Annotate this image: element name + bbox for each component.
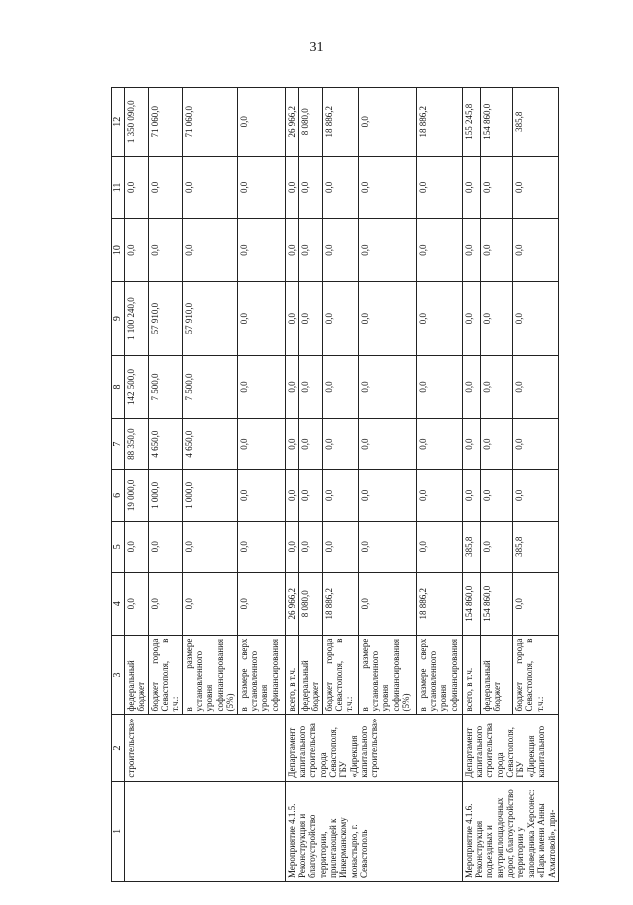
column-number-cell: 7 xyxy=(112,418,125,469)
amount-cell: 0,0 xyxy=(125,572,149,635)
column-number-cell: 3 xyxy=(112,635,125,715)
amount-cell: 0,0 xyxy=(480,521,512,572)
amount-cell: 0,0 xyxy=(237,356,285,419)
amount-cell: 0,0 xyxy=(512,219,558,282)
amount-cell: 71 060,0 xyxy=(182,88,237,157)
amount-cell: 0,0 xyxy=(125,219,149,282)
column-number-cell: 5 xyxy=(112,521,125,572)
amount-cell: 0,0 xyxy=(462,356,480,419)
amount-cell: 0,0 xyxy=(322,470,358,521)
funding-source-cell: федеральный бюджет xyxy=(125,635,149,715)
amount-cell: 0,0 xyxy=(148,219,182,282)
amount-cell: 0,0 xyxy=(416,470,462,521)
amount-cell: 0,0 xyxy=(480,282,512,356)
amount-cell: 154 860,0 xyxy=(480,88,512,157)
amount-cell: 0,0 xyxy=(358,156,416,219)
funding-source-cell: в размере сверх установленного уровня софинансирования xyxy=(416,635,462,715)
amount-cell: 0,0 xyxy=(358,572,416,635)
column-number-cell: 10 xyxy=(112,219,125,282)
amount-cell: 0,0 xyxy=(358,356,416,419)
amount-cell: 0,0 xyxy=(480,356,512,419)
table-rotator xyxy=(111,87,557,882)
column-number-cell: 4 xyxy=(112,572,125,635)
amount-cell: 8 080,0 xyxy=(299,572,323,635)
amount-cell: 0,0 xyxy=(462,470,480,521)
amount-cell: 0,0 xyxy=(512,156,558,219)
amount-cell: 142 500,0 xyxy=(125,356,149,419)
rotated-table-area xyxy=(111,87,557,882)
amount-cell: 0,0 xyxy=(299,356,323,419)
amount-cell: 154 860,0 xyxy=(480,572,512,635)
amount-cell: 1 350 090,0 xyxy=(125,88,149,157)
amount-cell: 0,0 xyxy=(299,418,323,469)
funding-source-cell: бюджет города Севастополя, в т.ч.: xyxy=(512,635,558,715)
amount-cell: 4 650,0 xyxy=(182,418,237,469)
amount-cell: 0,0 xyxy=(512,418,558,469)
amount-cell: 0,0 xyxy=(182,156,237,219)
amount-cell: 0,0 xyxy=(237,572,285,635)
budget-table xyxy=(111,87,559,882)
funding-source-cell: всего, в т.ч. xyxy=(462,635,480,715)
amount-cell: 0,0 xyxy=(512,356,558,419)
amount-cell: 0,0 xyxy=(416,219,462,282)
amount-cell: 385,8 xyxy=(512,88,558,157)
amount-cell: 0,0 xyxy=(322,356,358,419)
amount-cell: 0,0 xyxy=(285,521,298,572)
amount-cell: 0,0 xyxy=(299,470,323,521)
table-row xyxy=(125,88,149,882)
amount-cell: 0,0 xyxy=(148,156,182,219)
amount-cell: 18 886,2 xyxy=(416,88,462,157)
amount-cell: 0,0 xyxy=(512,282,558,356)
amount-cell: 0,0 xyxy=(237,219,285,282)
amount-cell: 0,0 xyxy=(299,219,323,282)
amount-cell: 57 910,0 xyxy=(148,282,182,356)
amount-cell: 0,0 xyxy=(480,418,512,469)
amount-cell: 0,0 xyxy=(148,572,182,635)
amount-cell: 0,0 xyxy=(237,88,285,157)
amount-cell: 0,0 xyxy=(182,572,237,635)
amount-cell: 0,0 xyxy=(285,282,298,356)
amount-cell: 71 060,0 xyxy=(148,88,182,157)
amount-cell: 0,0 xyxy=(358,282,416,356)
amount-cell: 0,0 xyxy=(358,219,416,282)
amount-cell: 0,0 xyxy=(285,418,298,469)
amount-cell: 8 080,0 xyxy=(299,88,323,157)
amount-cell: 0,0 xyxy=(299,156,323,219)
amount-cell: 0,0 xyxy=(285,156,298,219)
amount-cell: 0,0 xyxy=(416,156,462,219)
amount-cell: 0,0 xyxy=(237,521,285,572)
amount-cell: 0,0 xyxy=(462,219,480,282)
amount-cell: 19 000,0 xyxy=(125,470,149,521)
amount-cell: 0,0 xyxy=(512,572,558,635)
amount-cell: 0,0 xyxy=(480,470,512,521)
column-number-row xyxy=(112,88,125,882)
amount-cell: 0,0 xyxy=(512,470,558,521)
page-number: 31 xyxy=(309,40,324,55)
amount-cell: 0,0 xyxy=(285,219,298,282)
column-number-cell: 11 xyxy=(112,156,125,219)
amount-cell: 0,0 xyxy=(299,521,323,572)
amount-cell: 0,0 xyxy=(480,156,512,219)
amount-cell: 0,0 xyxy=(322,219,358,282)
amount-cell: 0,0 xyxy=(358,470,416,521)
amount-cell: 0,0 xyxy=(462,418,480,469)
amount-cell: 0,0 xyxy=(237,418,285,469)
column-number-cell: 2 xyxy=(112,715,125,781)
amount-cell: 0,0 xyxy=(125,156,149,219)
measure-cell: Мероприятие 4.1.5. Реконструкция и благоустройство территории, прилегающей к Инкерманскому монастырю, г. Севастополь xyxy=(285,781,462,881)
amount-cell: 0,0 xyxy=(416,282,462,356)
funding-source-cell: федеральный бюджет xyxy=(299,635,323,715)
amount-cell: 155 245,8 xyxy=(462,88,480,157)
amount-cell: 154 860,0 xyxy=(462,572,480,635)
amount-cell: 0,0 xyxy=(125,521,149,572)
amount-cell: 0,0 xyxy=(182,521,237,572)
amount-cell: 0,0 xyxy=(285,470,298,521)
amount-cell: 18 886,2 xyxy=(322,88,358,157)
amount-cell: 0,0 xyxy=(416,418,462,469)
amount-cell: 4 650,0 xyxy=(148,418,182,469)
table-row xyxy=(285,88,298,882)
amount-cell: 385,8 xyxy=(512,521,558,572)
amount-cell: 18 886,2 xyxy=(416,572,462,635)
column-number-cell: 1 xyxy=(112,781,125,881)
amount-cell: 385,8 xyxy=(462,521,480,572)
amount-cell: 0,0 xyxy=(285,356,298,419)
funding-source-cell: бюджет города Севастополя, в т.ч.: xyxy=(322,635,358,715)
amount-cell: 26 966,2 xyxy=(285,88,298,157)
column-number-cell: 6 xyxy=(112,470,125,521)
funding-source-cell: бюджет города Севастополя, в т.ч.: xyxy=(148,635,182,715)
column-number-cell: 12 xyxy=(112,88,125,157)
executor-cell: Департамент капитального строительства города Севастополя, ГБУ «Дирекция капитального xyxy=(462,715,558,781)
amount-cell: 1 000,0 xyxy=(182,470,237,521)
amount-cell: 0,0 xyxy=(358,418,416,469)
amount-cell: 7 500,0 xyxy=(148,356,182,419)
funding-source-cell: в размере установленного уровня софинансирования (5%) xyxy=(358,635,416,715)
executor-cell: строительства» xyxy=(125,715,286,781)
amount-cell: 26 966,2 xyxy=(285,572,298,635)
amount-cell: 0,0 xyxy=(322,156,358,219)
funding-source-cell: федеральный бюджет xyxy=(480,635,512,715)
amount-cell: 0,0 xyxy=(322,521,358,572)
amount-cell: 57 910,0 xyxy=(182,282,237,356)
funding-source-cell: в размере сверх установленного уровня софинансирования xyxy=(237,635,285,715)
table-row xyxy=(462,88,480,882)
executor-cell: Департамент капитального строительства города Севастополя, ГБУ «Дирекция капитального строительства» xyxy=(285,715,462,781)
amount-cell: 18 886,2 xyxy=(322,572,358,635)
column-number-cell: 8 xyxy=(112,356,125,419)
amount-cell: 1 100 240,0 xyxy=(125,282,149,356)
amount-cell: 88 350,0 xyxy=(125,418,149,469)
amount-cell: 0,0 xyxy=(322,282,358,356)
column-number-cell: 9 xyxy=(112,282,125,356)
amount-cell: 1 000,0 xyxy=(148,470,182,521)
funding-source-cell: в размере установленного уровня софинансирования (5%) xyxy=(182,635,237,715)
amount-cell: 0,0 xyxy=(462,156,480,219)
amount-cell: 0,0 xyxy=(299,282,323,356)
table-body xyxy=(112,88,559,882)
amount-cell: 0,0 xyxy=(416,521,462,572)
amount-cell: 0,0 xyxy=(237,156,285,219)
amount-cell: 0,0 xyxy=(322,418,358,469)
amount-cell: 0,0 xyxy=(358,88,416,157)
amount-cell: 0,0 xyxy=(462,282,480,356)
funding-source-cell: всего, в т.ч. xyxy=(285,635,298,715)
measure-cell: Мероприятие 4.1.6. Реконструкция подъездных и внутриплощадочных дорог, благоустройство территории у заповедника Херсонес: «Парк имени Анны Ахматовой», при- xyxy=(462,781,558,881)
amount-cell: 0,0 xyxy=(148,521,182,572)
amount-cell: 0,0 xyxy=(182,219,237,282)
amount-cell: 7 500,0 xyxy=(182,356,237,419)
amount-cell: 0,0 xyxy=(416,356,462,419)
amount-cell: 0,0 xyxy=(237,470,285,521)
amount-cell: 0,0 xyxy=(480,219,512,282)
amount-cell: 0,0 xyxy=(237,282,285,356)
measure-cell xyxy=(125,781,286,881)
amount-cell: 0,0 xyxy=(358,521,416,572)
